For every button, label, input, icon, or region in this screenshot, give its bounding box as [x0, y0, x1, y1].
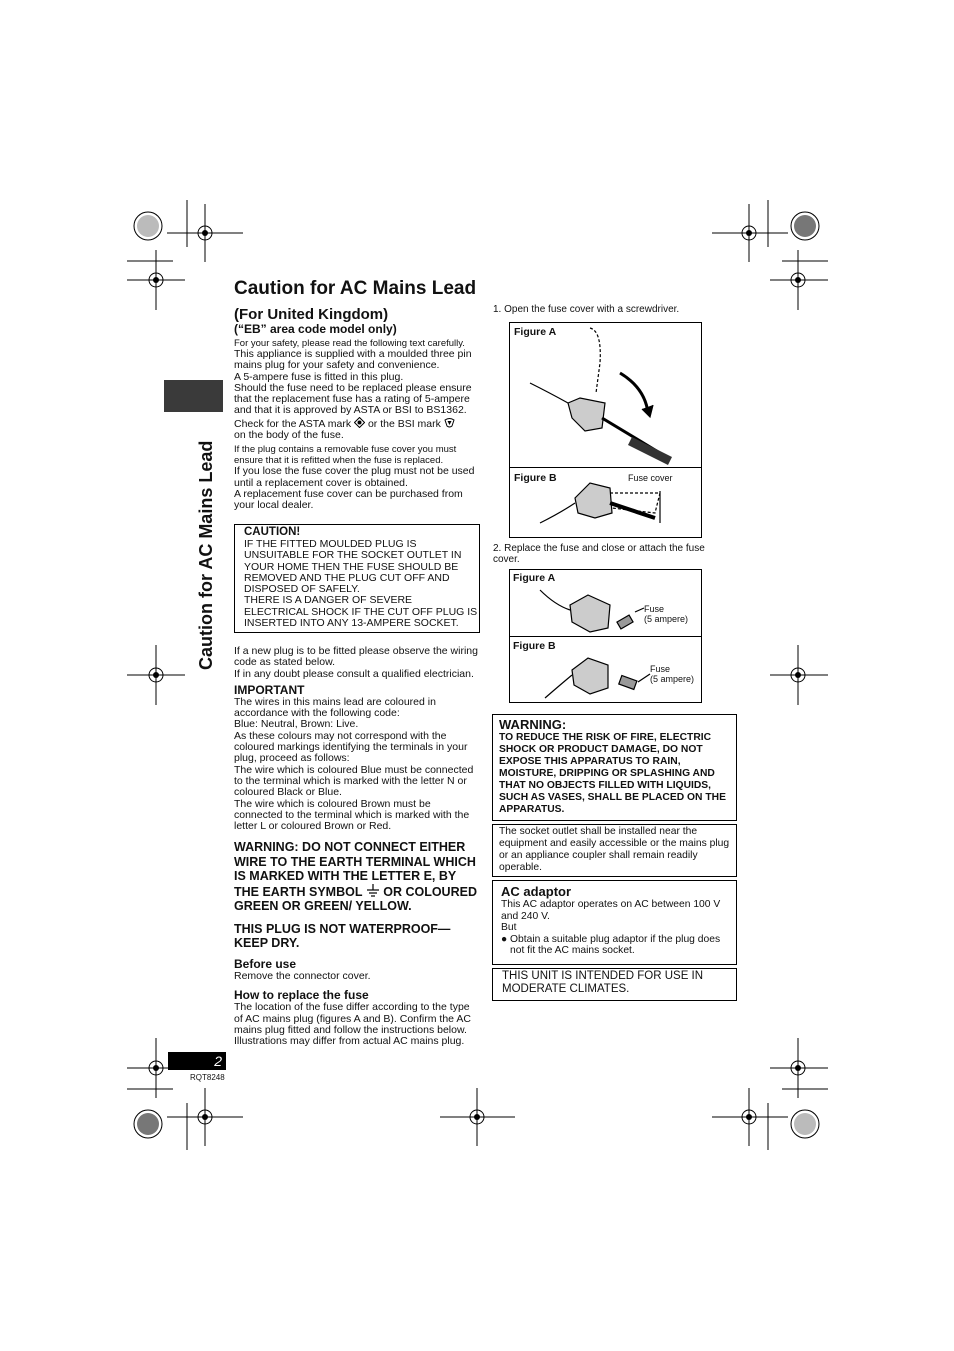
climate-box: THIS UNIT IS INTENDED FOR USE IN MODERATE CLIMATES. [492, 968, 737, 1001]
replace-fuse-label: How to replace the fuse [234, 988, 369, 1003]
model-note: (“EB” area code model only) [234, 322, 397, 336]
intro-text: This appliance is supplied with a moulded three pin mains plug for your safety and convenience. A 5-ampere fuse is fitted in this plug. Should the fuse need to be replaced please ensure that the replacement fuse has a rating of 5-ampere and that it is approved by ASTA or BSI to BS1362. [234, 348, 472, 417]
asta-mark-icon [354, 417, 365, 428]
caution-text: IF THE FITTED MOULDED PLUG IS UNSUITABLE FOR THE SOCKET OUTLET IN YOUR HOME THEN THE FUSE SHOULD BE REMOVED AND THE PLUG CUT OFF AND DISPOSED OF SAFELY. THERE IS A DANGER OF SEVERE ELECTRICAL SHOCK IF THE CUT OFF PLUG IS INSERTED INTO ANY 13-AMPERE SOCKET. [244, 538, 478, 630]
figure-a-label-2: Figure A [513, 572, 556, 584]
adaptor-label: AC adaptor [501, 884, 572, 899]
step-2: 2. Replace the fuse and close or attach the fuse cover. [493, 543, 705, 565]
adaptor-bullet: ● Obtain a suitable plug adaptor if the plug does not fit the AC mains socket. [501, 933, 721, 956]
earth-symbol-icon [366, 884, 380, 897]
waterproof-warning: THIS PLUG IS NOT WATERPROOF— KEEP DRY. [234, 921, 451, 951]
subtitle: (For United Kingdom) [234, 306, 389, 323]
adaptor-text: This AC adaptor operates on AC between 100 V and 240 V. But [501, 899, 721, 933]
removable-cover-note: If the plug contains a removable fuse cover you must ensure that it is refitted when the fuse is replaced. [234, 444, 457, 467]
important-label: IMPORTANT [234, 682, 305, 697]
step-1: 1. Open the fuse cover with a screwdriver. [493, 304, 680, 315]
bullet-icon: ● [501, 933, 508, 945]
figure-a-label: Figure A [514, 326, 557, 338]
earth-warning: WARNING: DO NOT CONNECT EITHER WIRE TO THE EARTH TERMINAL WHICH IS MARKED WITH THE LETTER E, BY THE EARTH SYMBOL OR COLOURED GREEN OR GREEN/ YELLOW. [234, 840, 477, 914]
fuse-cover-label: Fuse cover [628, 473, 673, 483]
warning-label: WARNING: [499, 717, 567, 732]
side-label: Caution for AC Mains Lead [196, 440, 216, 670]
bsi-mark-icon [444, 417, 455, 428]
replace-fuse-text: The location of the fuse differ according to the type of AC mains plug (figures A and B). Confirm the AC mains plug fitted and follow the instructions below. Illustrations may differ from actual AC mains plug. [234, 1001, 471, 1048]
section-tab-marker [164, 380, 223, 412]
important-text: The wires in this mains lead are coloured in accordance with the following code: Blue: Neutral, Brown: Live. As these colours may not correspond with the coloured markings identifying the terminals in your plug, proceed as follows: The wire which is coloured Blue must be connected to the terminal which is marked with the letter N or coloured Black or Blue. The wire which is coloured Brown must be connected to the terminal which is marked with the letter L or coloured Brown or Red. [234, 695, 474, 833]
figure-open-fuse-cover [509, 322, 702, 538]
fuse-label-b: Fuse (5 ampere) [650, 664, 695, 684]
left-column [234, 306, 479, 512]
before-use-text: Remove the connector cover. [234, 969, 371, 982]
figure-b-label-2: Figure B [513, 640, 556, 652]
warning-text: TO REDUCE THE RISK OF FIRE, ELECTRIC SHOCK OR PRODUCT DAMAGE, DO NOT EXPOSE THIS APPARATUS TO RAIN, MOISTURE, DRIPPING OR SPLASHING AND THAT NO OBJECTS FILLED WITH LIQUIDS, SUCH AS VASES, SHALL BE PLACED ON THE APPARATUS. [499, 732, 726, 815]
fuse-label-a: Fuse (5 ampere) [644, 604, 689, 624]
ac-adaptor-box [492, 880, 737, 965]
page-title: Caution for AC Mains Lead [234, 278, 477, 299]
figure-replace-fuse [509, 569, 702, 703]
caution-label: CAUTION! [244, 526, 301, 538]
before-use-label: Before use [234, 956, 297, 971]
document-code: RQT8248 [190, 1073, 225, 1082]
intro-small: For your safety, please read the following text carefully. [234, 338, 465, 349]
fuse-illustration [510, 570, 701, 702]
caution-box [234, 524, 480, 633]
page-number: 2 [168, 1052, 226, 1070]
new-plug-text: If a new plug is to be fitted please observe the wiring code as stated below. [234, 645, 478, 669]
warning-box [492, 714, 737, 821]
figure-b-label: Figure B [514, 472, 557, 484]
left-column-lower [234, 646, 479, 1047]
socket-outlet-box: The socket outlet shall be installed near the equipment and easily accessible or the mains plug or an appliance coupler shall remain readily operable. [492, 824, 737, 877]
plug-screwdriver-illustration [510, 323, 701, 537]
check-mark-line: Check for the ASTA mark or the BSI mark on the body of the fuse. [234, 417, 479, 442]
lose-cover-text: If you lose the fuse cover the plug must not be used until a replacement cover is obtained. A replacement fuse cover can be purchased from your local dealer. [234, 465, 475, 512]
doubt-text: If in any doubt please consult a qualified electrician. [234, 667, 474, 680]
